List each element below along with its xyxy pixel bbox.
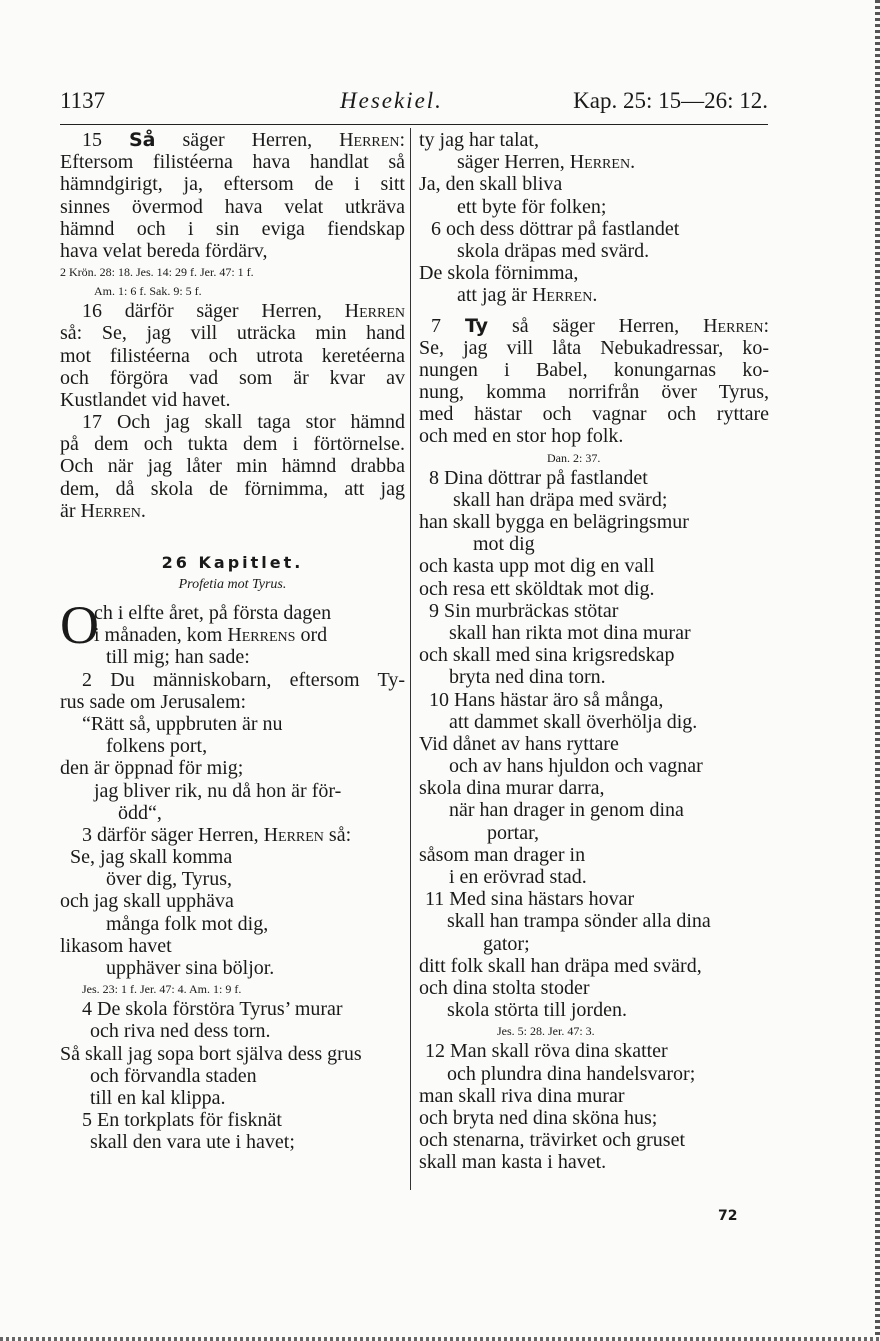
- verse-15-line: sinnes övermod hava velat utkräva: [60, 195, 405, 218]
- verse-9-line: 9 Sin murbräckas stötar: [429, 599, 619, 622]
- verse-7-line: nung, komma norrifrån över Tyrus,: [419, 381, 769, 404]
- verse-2-line: ödd“,: [118, 801, 162, 824]
- verse-5-line: ett byte för folken;: [457, 195, 607, 218]
- text-span: .: [140, 499, 146, 522]
- verse-10-line: 10 Hans hästar äro så många,: [429, 688, 664, 711]
- verse-8-line: mot dig: [473, 533, 535, 556]
- text-span: .: [592, 284, 598, 307]
- verse-7-line: Se, jag vill låta Nebukadressar, ko-: [419, 336, 769, 359]
- chapter-heading: 26 Kapitlet.: [161, 553, 304, 572]
- verse-12-line: man skall riva dina murar: [419, 1084, 625, 1107]
- verse-4-line: 4 De skola förstöra Tyrus’ murar: [82, 998, 343, 1021]
- divine-name: Herren: [339, 129, 400, 151]
- text-span: .: [630, 151, 636, 174]
- verse-6-line: 6 och dess döttrar på fastlandet: [431, 217, 680, 240]
- divine-name: Herren: [80, 499, 141, 522]
- verse-4-line: till en kal klippa.: [90, 1086, 226, 1109]
- text-span: säger Herren,: [155, 129, 340, 151]
- text-span: :: [399, 129, 405, 151]
- text-span: att jag är: [457, 284, 532, 307]
- verse-8-line: och kasta upp mot dig en vall: [419, 555, 655, 578]
- scan-edge-right: [875, 0, 880, 1341]
- header-rule: [60, 124, 768, 125]
- text-span: är: [60, 499, 81, 522]
- left-column: [60, 129, 405, 1154]
- text-span: 3 därför säger Herren,: [82, 823, 264, 846]
- verse-10-line: skola dina murar darra,: [419, 777, 605, 800]
- verse-9-line: skall han rikta mot dina murar: [449, 621, 691, 644]
- verse-1-opening: [60, 595, 405, 655]
- verse-7-line: [419, 315, 769, 337]
- verse-17-line: dem, då skola de förnimma, att jag: [60, 477, 405, 500]
- chapter-subtitle: Profetia mot Tyrus.: [178, 577, 287, 592]
- verse-7-line: och med en stor hop folk.: [419, 425, 624, 448]
- verse-5-line: ty jag har talat,: [419, 129, 539, 151]
- folio-number: 72: [718, 1208, 738, 1224]
- verse-10-line: Vid dånet av hans ryttare: [419, 732, 619, 755]
- verse-1-line: [94, 624, 405, 646]
- verse-2-line: rus sade om Jerusalem:: [60, 690, 247, 713]
- verse-2-line: 2 Du människobarn, eftersom Ty-: [82, 668, 405, 691]
- text-span: i månaden, kom: [94, 624, 228, 647]
- verse-17-line: 17 Och jag skall taga stor hämnd: [82, 411, 405, 434]
- verse-4-line: Så skall jag sopa bort själva dess grus: [60, 1042, 362, 1065]
- verse-7-line: med hästar och vagnar och ryttare: [419, 403, 769, 426]
- verse-3-line: likasom havet: [60, 934, 172, 957]
- verse-8-line: skall han dräpa med svärd;: [453, 488, 668, 511]
- chapter-range: Kap. 25: 15—26: 12.: [573, 88, 768, 113]
- verse-8-line: och resa ett sköldtak mot dig.: [419, 577, 655, 600]
- verse-10-line: såsom man drager in: [419, 843, 586, 866]
- verse-5-line: skall den vara ute i havet;: [90, 1131, 295, 1154]
- text-span: ord: [295, 624, 328, 647]
- divine-name: Herren: [263, 823, 324, 846]
- verse-8-line: han skall bygga en belägringsmur: [419, 511, 689, 533]
- verse-15-line: hava velat bereda fördärv,: [60, 239, 268, 262]
- text-span: säger Herren,: [457, 151, 570, 174]
- verse-17-line: [60, 500, 405, 522]
- text-span: :: [763, 314, 770, 337]
- column-divider: [410, 128, 411, 1190]
- book-title: Hesekiel.: [340, 88, 443, 113]
- cross-reference: Am. 1: 6 f. Sak. 9: 5 f.: [94, 284, 202, 299]
- divine-name: Herren: [344, 300, 405, 323]
- verse-15-line: hämnd och i sin eviga fiendskap: [60, 217, 405, 240]
- verse-17-line: Och när jag låter min hämnd drabba: [60, 455, 405, 478]
- verse-3-line: över dig, Tyrus,: [106, 868, 232, 891]
- verse-11-line: skall han trampa sönder alla dina: [447, 910, 711, 933]
- verse-6-line: [419, 284, 769, 306]
- verse-17-line: på dem och tukta dem i förtörnelse.: [60, 433, 405, 456]
- verse-6-line: De skola förnimma,: [419, 262, 579, 285]
- running-header: [60, 88, 768, 122]
- verse-5-line: [419, 151, 769, 173]
- verse-15-line: [60, 129, 405, 151]
- verse-4-line: och förvandla staden: [90, 1064, 257, 1087]
- divine-name: Herren: [531, 284, 593, 307]
- verse-10-line: när han drager in genom dina: [449, 799, 684, 822]
- divine-name: Herren: [703, 314, 764, 337]
- verse-7-line: nungen i Babel, konungarnas ko-: [419, 358, 769, 381]
- cross-reference: Jes. 5: 28. Jer. 47: 3.: [497, 1024, 595, 1039]
- verse-10-line: i en erövrad stad.: [449, 866, 587, 888]
- verse-9-line: bryta ned dina torn.: [449, 666, 606, 689]
- verse-3-line: många folk mot dig,: [106, 912, 269, 935]
- verse-2-line: den är öppnad för mig;: [60, 757, 244, 780]
- verse-16-line: mot filistéerna och utrota keretéerna: [60, 344, 405, 367]
- verse-number: 7: [431, 314, 441, 337]
- cross-reference: 2 Krön. 28: 18. Jes. 14: 29 f. Jer. 47: 1 f.: [60, 265, 254, 280]
- verse-12-line: och stenarna, trävirket och gruset: [419, 1129, 686, 1152]
- verse-10-line: portar,: [487, 821, 539, 844]
- verse-3-line: upphäver sina böljor.: [106, 957, 275, 980]
- verse-15-line: Eftersom filistéerna hava handlat så: [60, 151, 405, 174]
- divine-name: Herrens: [227, 624, 296, 647]
- page-number: 1137: [60, 88, 106, 113]
- verse-12-line: och bryta ned dina sköna hus;: [419, 1106, 658, 1129]
- cross-reference: Dan. 2: 37.: [547, 450, 601, 465]
- verse-10-line: att dammet skall överhölja dig.: [449, 710, 698, 733]
- verse-11-line: gator;: [483, 932, 530, 955]
- verse-4-line: och riva ned dess torn.: [90, 1020, 271, 1043]
- verse-number: 15: [82, 129, 102, 151]
- verse-12-line: skall man kasta i havet.: [419, 1151, 607, 1174]
- verse-5-line: 5 En torkplats för fisknät: [82, 1109, 282, 1132]
- verse-16-line: [60, 300, 405, 322]
- drop-cap: O: [60, 595, 99, 655]
- verse-1-line: till mig; han sade:: [106, 646, 250, 669]
- verse-16-line: och förgöra vad som är kvar av: [60, 366, 405, 389]
- verse-3-line: Se, jag skall komma: [70, 846, 233, 869]
- cross-reference: Jes. 23: 1 f. Jer. 47: 4. Am. 1: 9 f.: [82, 982, 242, 997]
- divine-name: Herren: [569, 151, 631, 174]
- verse-11-line: 11 Med sina hästars hovar: [425, 888, 635, 911]
- verse-16-line: Kustlandet vid havet.: [60, 388, 231, 411]
- verse-12-line: och plundra dina handelsvaror;: [447, 1062, 696, 1085]
- verse-initial-word: Ty: [464, 314, 489, 337]
- text-span: 16 därför säger Herren,: [82, 300, 345, 323]
- verse-9-line: och skall med sina krigsredskap: [419, 644, 675, 667]
- verse-11-line: ditt folk skall han dräpa med svärd,: [419, 954, 702, 977]
- text-span: så:: [323, 823, 352, 846]
- verse-initial-word: Så: [128, 129, 156, 151]
- verse-2-line: folkens port,: [106, 735, 208, 758]
- verse-2-line: “Rätt så, uppbruten är nu: [82, 712, 283, 735]
- verse-5-line: Ja, den skall bliva: [419, 173, 563, 196]
- verse-15-line: hämndgirigt, ja, eftersom de i sitt: [60, 173, 405, 196]
- right-column: [419, 129, 769, 1173]
- verse-8-line: 8 Dina döttrar på fastlandet: [429, 466, 648, 489]
- verse-1-line: ch i elfte året, på första dagen: [94, 602, 332, 624]
- verse-3-line: och jag skall upphäva: [60, 890, 234, 913]
- scan-edge-bottom: [0, 1337, 880, 1341]
- verse-11-line: skola störta till jorden.: [447, 999, 627, 1022]
- verse-12-line: 12 Man skall röva dina skatter: [425, 1040, 668, 1063]
- verse-16-line: så: Se, jag vill uträcka min hand: [60, 322, 405, 345]
- verse-2-line: jag bliver rik, nu då hon är för-: [94, 779, 342, 802]
- verse-10-line: och av hans hjuldon och vagnar: [449, 755, 703, 778]
- text-span: så säger Herren,: [488, 314, 704, 337]
- verse-3-line: [60, 824, 405, 846]
- verse-6-line: skola dräpas med svärd.: [457, 239, 650, 262]
- verse-11-line: och dina stolta stoder: [419, 976, 590, 999]
